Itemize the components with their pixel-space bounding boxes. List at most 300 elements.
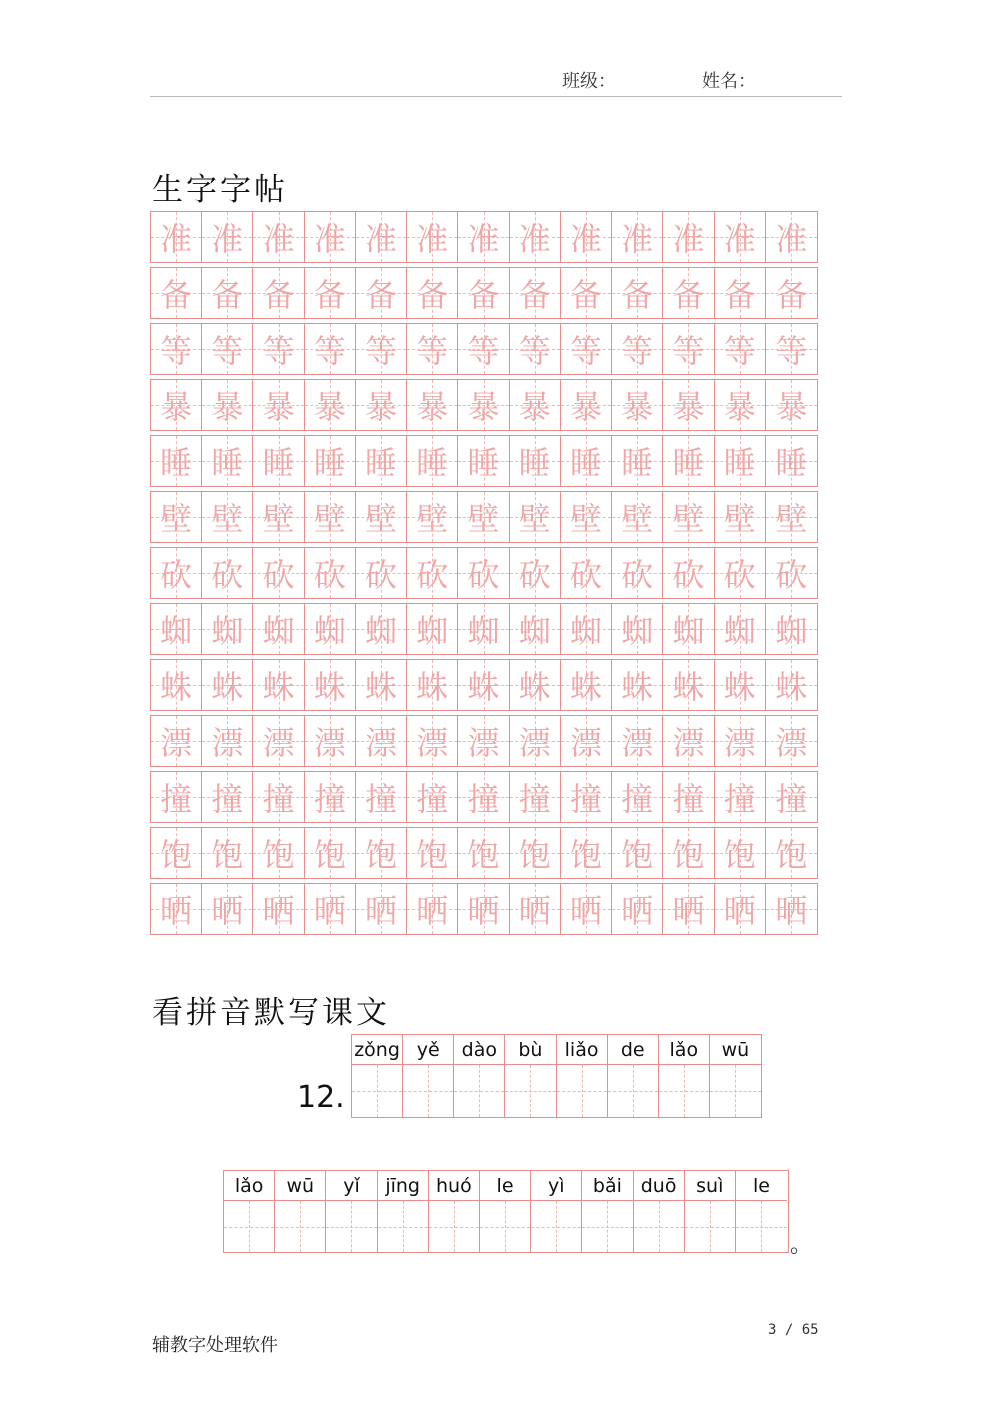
practice-cell[interactable] — [151, 324, 202, 374]
trace-character: 饱 — [723, 836, 756, 874]
practice-cell[interactable] — [356, 660, 407, 710]
pinyin-label: duō — [634, 1171, 684, 1201]
practice-cell[interactable] — [202, 492, 253, 542]
practice-cell[interactable] — [458, 604, 509, 654]
practice-cell[interactable] — [202, 772, 253, 822]
practice-cell[interactable] — [510, 548, 561, 598]
practice-cell[interactable] — [663, 380, 714, 430]
practice-cell[interactable] — [151, 716, 202, 766]
practice-cell[interactable] — [305, 548, 356, 598]
trace-character: 晒 — [211, 892, 244, 930]
pinyin-cell — [531, 1171, 582, 1252]
trace-character: 准 — [416, 220, 449, 258]
trace-character: 晒 — [723, 892, 756, 930]
practice-cell[interactable] — [663, 436, 714, 486]
practice-cell[interactable] — [458, 772, 509, 822]
trace-character: 晒 — [467, 892, 500, 930]
practice-cell[interactable] — [510, 268, 561, 318]
practice-cell[interactable] — [407, 492, 458, 542]
header-divider — [150, 96, 842, 97]
trace-character: 蜘 — [621, 612, 654, 650]
trace-character: 睡 — [775, 444, 808, 482]
practice-cell[interactable] — [510, 492, 561, 542]
trace-character: 备 — [416, 276, 449, 314]
practice-cell[interactable] — [407, 828, 458, 878]
practice-cell[interactable] — [715, 548, 766, 598]
practice-cell[interactable] — [458, 212, 509, 262]
practice-cell[interactable] — [407, 660, 458, 710]
practice-cell[interactable] — [766, 492, 817, 542]
practice-cell[interactable] — [202, 380, 253, 430]
practice-cell[interactable] — [151, 660, 202, 710]
practice-cell[interactable] — [561, 828, 612, 878]
trace-character: 晒 — [569, 892, 602, 930]
trace-character: 壁 — [211, 500, 244, 538]
trace-character: 漂 — [621, 724, 654, 762]
practice-cell[interactable] — [458, 548, 509, 598]
practice-cell[interactable] — [458, 660, 509, 710]
practice-cell[interactable] — [663, 324, 714, 374]
trace-character: 等 — [621, 332, 654, 370]
practice-cell[interactable] — [766, 212, 817, 262]
pinyin-cell — [378, 1171, 429, 1252]
practice-row — [150, 379, 818, 431]
trace-character: 蜘 — [211, 612, 244, 650]
trace-character: 砍 — [518, 556, 551, 594]
practice-cell[interactable] — [510, 828, 561, 878]
practice-cell[interactable] — [663, 772, 714, 822]
trace-character: 等 — [569, 332, 602, 370]
writing-box[interactable] — [378, 1201, 428, 1252]
practice-cell[interactable] — [407, 380, 458, 430]
name-label: 姓名： — [702, 71, 756, 92]
practice-section-title: 生字字帖 — [152, 172, 288, 208]
practice-cell[interactable] — [458, 380, 509, 430]
practice-cell[interactable] — [766, 660, 817, 710]
practice-cell[interactable] — [407, 604, 458, 654]
trace-character: 撞 — [775, 780, 808, 818]
practice-cell[interactable] — [202, 548, 253, 598]
practice-cell[interactable] — [663, 212, 714, 262]
writing-box[interactable] — [480, 1201, 530, 1252]
practice-cell[interactable] — [715, 212, 766, 262]
pinyin-line-2 — [223, 1170, 789, 1253]
practice-cell[interactable] — [202, 660, 253, 710]
practice-cell[interactable] — [202, 324, 253, 374]
pinyin-label: yě — [403, 1035, 453, 1065]
practice-cell[interactable] — [663, 492, 714, 542]
practice-cell[interactable] — [510, 436, 561, 486]
practice-cell[interactable] — [766, 716, 817, 766]
trace-character: 蛛 — [723, 668, 756, 706]
practice-cell[interactable] — [766, 604, 817, 654]
dictation-section-title: 看拼音默写课文 — [152, 995, 390, 1031]
trace-character: 准 — [518, 220, 551, 258]
trace-character: 撞 — [723, 780, 756, 818]
trace-character: 晒 — [262, 892, 295, 930]
trace-character: 等 — [467, 332, 500, 370]
practice-cell[interactable] — [151, 436, 202, 486]
trace-character: 漂 — [672, 724, 705, 762]
trace-character: 备 — [775, 276, 808, 314]
practice-cell[interactable] — [663, 268, 714, 318]
trace-character: 壁 — [160, 500, 193, 538]
practice-cell[interactable] — [510, 772, 561, 822]
trace-character: 准 — [672, 220, 705, 258]
trace-character: 准 — [723, 220, 756, 258]
pinyin-label: le — [736, 1171, 787, 1201]
practice-cell[interactable] — [510, 380, 561, 430]
trace-character: 壁 — [672, 500, 705, 538]
pinyin-cell — [275, 1171, 326, 1252]
practice-cell[interactable] — [202, 716, 253, 766]
practice-cell[interactable] — [356, 604, 407, 654]
writing-box[interactable] — [275, 1201, 325, 1252]
practice-cell[interactable] — [561, 492, 612, 542]
trace-character: 等 — [518, 332, 551, 370]
practice-cell[interactable] — [561, 772, 612, 822]
practice-cell[interactable] — [458, 884, 509, 934]
trace-character: 准 — [262, 220, 295, 258]
practice-cell[interactable] — [612, 604, 663, 654]
trace-character: 壁 — [569, 500, 602, 538]
trace-character: 撞 — [518, 780, 551, 818]
practice-cell[interactable] — [202, 268, 253, 318]
trace-character: 睡 — [723, 444, 756, 482]
practice-cell[interactable] — [766, 324, 817, 374]
writing-box[interactable] — [429, 1201, 479, 1252]
trace-character: 等 — [672, 332, 705, 370]
practice-cell[interactable] — [202, 828, 253, 878]
trace-character: 睡 — [621, 444, 654, 482]
practice-cell[interactable] — [561, 324, 612, 374]
practice-cell[interactable] — [458, 828, 509, 878]
practice-cell[interactable] — [510, 884, 561, 934]
practice-cell[interactable] — [561, 212, 612, 262]
practice-cell[interactable] — [561, 660, 612, 710]
practice-cell[interactable] — [356, 324, 407, 374]
practice-cell[interactable] — [612, 212, 663, 262]
practice-cell[interactable] — [663, 716, 714, 766]
practice-cell[interactable] — [612, 716, 663, 766]
practice-cell[interactable] — [612, 828, 663, 878]
trace-character: 暴 — [621, 388, 654, 426]
practice-cell[interactable] — [510, 716, 561, 766]
practice-cell[interactable] — [715, 604, 766, 654]
trace-character: 蜘 — [160, 612, 193, 650]
trace-character: 漂 — [416, 724, 449, 762]
practice-cell[interactable] — [766, 548, 817, 598]
practice-cell[interactable] — [715, 772, 766, 822]
practice-cell[interactable] — [356, 436, 407, 486]
trace-character: 蛛 — [672, 668, 705, 706]
practice-cell[interactable] — [356, 716, 407, 766]
writing-box[interactable] — [505, 1065, 555, 1117]
pinyin-label: wū — [275, 1171, 325, 1201]
practice-cell[interactable] — [151, 828, 202, 878]
practice-cell[interactable] — [253, 548, 304, 598]
practice-row — [150, 883, 818, 935]
practice-cell[interactable] — [561, 716, 612, 766]
practice-cell[interactable] — [356, 212, 407, 262]
practice-cell[interactable] — [561, 268, 612, 318]
practice-cell[interactable] — [561, 604, 612, 654]
practice-cell[interactable] — [766, 772, 817, 822]
trace-character: 睡 — [416, 444, 449, 482]
practice-cell[interactable] — [356, 268, 407, 318]
practice-cell[interactable] — [510, 324, 561, 374]
pinyin-label: yì — [531, 1171, 581, 1201]
writing-box[interactable] — [224, 1201, 274, 1252]
practice-cell[interactable] — [715, 436, 766, 486]
practice-cell[interactable] — [407, 716, 458, 766]
practice-cell[interactable] — [458, 324, 509, 374]
class-label: 班级： — [562, 71, 616, 92]
practice-cell[interactable] — [612, 324, 663, 374]
trace-character: 蜘 — [518, 612, 551, 650]
writing-box[interactable] — [736, 1201, 787, 1252]
practice-cell[interactable] — [305, 436, 356, 486]
practice-cell[interactable] — [305, 660, 356, 710]
practice-cell[interactable] — [561, 884, 612, 934]
practice-row — [150, 435, 818, 487]
practice-cell[interactable] — [253, 716, 304, 766]
trace-character: 砍 — [160, 556, 193, 594]
pinyin-cell — [659, 1035, 710, 1117]
trace-character: 睡 — [211, 444, 244, 482]
practice-cell[interactable] — [253, 604, 304, 654]
practice-cell[interactable] — [407, 324, 458, 374]
pinyin-line-1 — [351, 1034, 762, 1118]
writing-box[interactable] — [352, 1065, 402, 1117]
trace-character: 晒 — [160, 892, 193, 930]
trace-character: 蜘 — [775, 612, 808, 650]
practice-cell[interactable] — [561, 436, 612, 486]
writing-box[interactable] — [608, 1065, 658, 1117]
trace-character: 壁 — [467, 500, 500, 538]
practice-cell[interactable] — [612, 772, 663, 822]
trace-character: 暴 — [211, 388, 244, 426]
practice-cell[interactable] — [766, 436, 817, 486]
trace-character: 壁 — [723, 500, 756, 538]
practice-cell[interactable] — [407, 548, 458, 598]
pinyin-cell — [429, 1171, 480, 1252]
practice-cell[interactable] — [407, 268, 458, 318]
practice-cell[interactable] — [356, 884, 407, 934]
practice-cell[interactable] — [305, 380, 356, 430]
practice-cell[interactable] — [151, 268, 202, 318]
writing-box[interactable] — [454, 1065, 504, 1117]
practice-cell[interactable] — [766, 828, 817, 878]
practice-cell[interactable] — [715, 380, 766, 430]
writing-box[interactable] — [403, 1065, 453, 1117]
practice-cell[interactable] — [561, 380, 612, 430]
pinyin-cell — [454, 1035, 505, 1117]
practice-cell[interactable] — [305, 492, 356, 542]
practice-cell[interactable] — [151, 492, 202, 542]
practice-cell[interactable] — [663, 548, 714, 598]
trace-character: 暴 — [569, 388, 602, 426]
practice-cell[interactable] — [151, 884, 202, 934]
trace-character: 睡 — [518, 444, 551, 482]
pinyin-cell — [480, 1171, 531, 1252]
practice-cell[interactable] — [305, 604, 356, 654]
practice-cell[interactable] — [356, 772, 407, 822]
practice-cell[interactable] — [356, 380, 407, 430]
practice-cell[interactable] — [458, 716, 509, 766]
practice-cell[interactable] — [305, 268, 356, 318]
practice-cell[interactable] — [407, 436, 458, 486]
practice-cell[interactable] — [253, 772, 304, 822]
practice-cell[interactable] — [202, 604, 253, 654]
trace-character: 砍 — [569, 556, 602, 594]
practice-cell[interactable] — [253, 380, 304, 430]
practice-cell[interactable] — [510, 604, 561, 654]
trace-character: 漂 — [569, 724, 602, 762]
practice-cell[interactable] — [253, 884, 304, 934]
practice-cell[interactable] — [715, 884, 766, 934]
practice-cell[interactable] — [407, 212, 458, 262]
practice-cell[interactable] — [202, 884, 253, 934]
trace-character: 饱 — [211, 836, 244, 874]
writing-box[interactable] — [710, 1065, 761, 1117]
practice-cell[interactable] — [715, 660, 766, 710]
writing-box[interactable] — [659, 1065, 709, 1117]
practice-cell[interactable] — [458, 436, 509, 486]
pinyin-cell — [710, 1035, 761, 1117]
practice-cell[interactable] — [151, 380, 202, 430]
practice-cell[interactable] — [766, 268, 817, 318]
practice-cell[interactable] — [663, 884, 714, 934]
trace-character: 暴 — [313, 388, 346, 426]
practice-cell[interactable] — [766, 380, 817, 430]
practice-cell[interactable] — [458, 492, 509, 542]
practice-row — [150, 547, 818, 599]
pinyin-label: huó — [429, 1171, 479, 1201]
practice-cell[interactable] — [715, 324, 766, 374]
practice-cell[interactable] — [151, 604, 202, 654]
practice-cell[interactable] — [305, 212, 356, 262]
practice-cell[interactable] — [305, 716, 356, 766]
practice-cell[interactable] — [612, 660, 663, 710]
practice-cell[interactable] — [663, 660, 714, 710]
trace-character: 砍 — [313, 556, 346, 594]
trace-character: 漂 — [723, 724, 756, 762]
trace-character: 砍 — [262, 556, 295, 594]
trace-character: 准 — [569, 220, 602, 258]
practice-cell[interactable] — [715, 828, 766, 878]
practice-cell[interactable] — [356, 828, 407, 878]
practice-cell[interactable] — [612, 436, 663, 486]
practice-cell[interactable] — [253, 828, 304, 878]
practice-cell[interactable] — [715, 716, 766, 766]
practice-cell[interactable] — [715, 492, 766, 542]
practice-cell[interactable] — [407, 772, 458, 822]
trace-character: 晒 — [365, 892, 398, 930]
trace-character: 砍 — [467, 556, 500, 594]
practice-cell[interactable] — [305, 884, 356, 934]
writing-box[interactable] — [326, 1201, 376, 1252]
practice-cell[interactable] — [356, 492, 407, 542]
writing-box[interactable] — [557, 1065, 607, 1117]
pinyin-label: suì — [685, 1171, 735, 1201]
trace-character: 备 — [211, 276, 244, 314]
practice-cell[interactable] — [458, 268, 509, 318]
pinyin-cell — [403, 1035, 454, 1117]
writing-box[interactable] — [582, 1201, 632, 1252]
practice-cell[interactable] — [612, 380, 663, 430]
practice-cell[interactable] — [510, 212, 561, 262]
trace-character: 备 — [672, 276, 705, 314]
trace-character: 暴 — [262, 388, 295, 426]
practice-cell[interactable] — [612, 492, 663, 542]
practice-cell[interactable] — [715, 268, 766, 318]
practice-cell[interactable] — [612, 268, 663, 318]
practice-cell[interactable] — [151, 212, 202, 262]
writing-box[interactable] — [685, 1201, 735, 1252]
trace-character: 蛛 — [160, 668, 193, 706]
practice-cell[interactable] — [510, 660, 561, 710]
practice-cell[interactable] — [663, 604, 714, 654]
practice-cell[interactable] — [151, 772, 202, 822]
trace-character: 备 — [518, 276, 551, 314]
practice-cell[interactable] — [253, 660, 304, 710]
practice-cell[interactable] — [253, 492, 304, 542]
practice-cell[interactable] — [766, 884, 817, 934]
practice-cell[interactable] — [663, 828, 714, 878]
pinyin-cell — [582, 1171, 633, 1252]
practice-cell[interactable] — [202, 436, 253, 486]
practice-cell[interactable] — [561, 548, 612, 598]
trace-character: 砍 — [211, 556, 244, 594]
trace-character: 暴 — [775, 388, 808, 426]
practice-row — [150, 771, 818, 823]
trace-character: 准 — [621, 220, 654, 258]
practice-cell[interactable] — [612, 884, 663, 934]
practice-cell[interactable] — [305, 324, 356, 374]
end-period: 。 — [790, 1233, 813, 1258]
practice-row — [150, 491, 818, 543]
pinyin-cell — [326, 1171, 377, 1252]
practice-cell[interactable] — [305, 828, 356, 878]
practice-cell[interactable] — [202, 212, 253, 262]
trace-character: 睡 — [365, 444, 398, 482]
trace-character: 饱 — [518, 836, 551, 874]
practice-cell[interactable] — [305, 772, 356, 822]
trace-character: 壁 — [365, 500, 398, 538]
pinyin-label: zǒng — [352, 1035, 402, 1065]
trace-character: 漂 — [262, 724, 295, 762]
practice-cell[interactable] — [253, 324, 304, 374]
writing-box[interactable] — [634, 1201, 684, 1252]
practice-cell[interactable] — [151, 548, 202, 598]
trace-character: 睡 — [160, 444, 193, 482]
pinyin-cell — [685, 1171, 736, 1252]
practice-cell[interactable] — [356, 548, 407, 598]
practice-cell[interactable] — [253, 212, 304, 262]
pinyin-label: le — [480, 1171, 530, 1201]
trace-character: 饱 — [621, 836, 654, 874]
practice-cell[interactable] — [253, 268, 304, 318]
trace-character: 等 — [313, 332, 346, 370]
practice-cell[interactable] — [612, 548, 663, 598]
practice-cell[interactable] — [407, 884, 458, 934]
trace-character: 蛛 — [211, 668, 244, 706]
practice-cell[interactable] — [253, 436, 304, 486]
writing-box[interactable] — [531, 1201, 581, 1252]
pinyin-label: liǎo — [557, 1035, 607, 1065]
trace-character: 备 — [467, 276, 500, 314]
